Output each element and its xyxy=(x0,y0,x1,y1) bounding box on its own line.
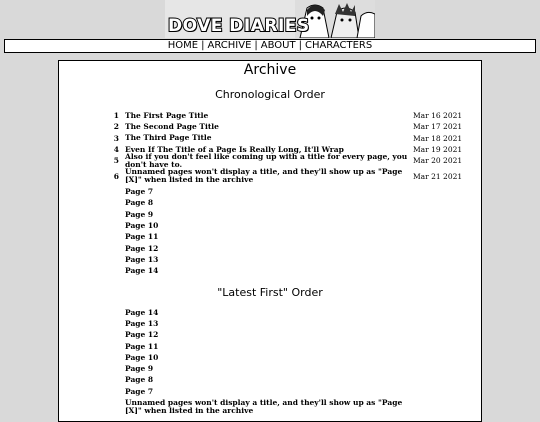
page-link[interactable]: Page 12 xyxy=(125,243,159,253)
archive-row xyxy=(109,307,459,318)
archive-row xyxy=(109,209,459,220)
page-number: 1 xyxy=(113,111,119,121)
page-link[interactable]: The Third Page Title xyxy=(125,133,212,143)
page-link[interactable]: Page 12 xyxy=(125,330,159,340)
archive-row xyxy=(109,166,463,186)
page-number: 3 xyxy=(113,133,119,143)
archive-row xyxy=(109,133,463,144)
page-link[interactable]: Also if you don't feel like coming up with a title for every page, you don't have to. xyxy=(125,151,408,169)
archive-row xyxy=(109,254,459,265)
page-link[interactable]: Unnamed pages won't display a title, and they'll show up as "Page [X]" when listed in the archive xyxy=(125,167,403,185)
nav-separator: | xyxy=(201,40,205,51)
page-link[interactable]: Even If The Title of a Page Is Really Long, It'll Wrap xyxy=(125,144,344,154)
archive-row xyxy=(109,151,463,169)
archive-row xyxy=(109,397,459,417)
page-link[interactable]: Page 8 xyxy=(125,375,154,385)
archive-row xyxy=(109,386,459,397)
nav-separator: | xyxy=(254,40,258,51)
page-link[interactable]: Page 10 xyxy=(125,221,159,231)
nav-characters[interactable]: CHARACTERS xyxy=(304,40,373,51)
archive-row xyxy=(109,266,459,277)
page-date: Mar 18 2021 xyxy=(413,133,463,143)
nav-home[interactable]: HOME xyxy=(167,40,199,51)
page-link[interactable]: Page 11 xyxy=(125,341,159,351)
nav-archive[interactable]: ARCHIVE xyxy=(207,40,252,51)
archive-panel xyxy=(58,60,482,422)
chronological-heading: Chronological Order xyxy=(215,88,325,101)
latest-first-list xyxy=(109,307,459,417)
latest-first-heading: "Latest First" Order xyxy=(217,286,323,299)
page-link[interactable]: The Second Page Title xyxy=(125,121,219,131)
archive-row xyxy=(109,330,459,341)
page-link[interactable]: Page 13 xyxy=(125,318,159,328)
archive-row xyxy=(109,352,459,363)
site-banner xyxy=(165,0,375,38)
page-number: 5 xyxy=(113,156,119,166)
archive-row xyxy=(109,318,459,329)
page-date: Mar 19 2021 xyxy=(413,145,463,155)
page-number: 4 xyxy=(113,145,119,155)
page-link[interactable]: Page 7 xyxy=(125,386,154,396)
main-nav xyxy=(4,39,536,53)
archive-row xyxy=(109,341,459,352)
page-date: Mar 16 2021 xyxy=(413,111,463,121)
page-link[interactable]: Page 9 xyxy=(125,364,154,374)
page-date: Mar 21 2021 xyxy=(413,171,463,181)
archive-row xyxy=(109,121,463,132)
page-number: 6 xyxy=(113,171,119,181)
archive-row xyxy=(109,363,459,374)
page-link[interactable]: Page 9 xyxy=(125,209,154,219)
page-link[interactable]: Page 11 xyxy=(125,232,159,242)
page-title: Archive xyxy=(243,62,297,78)
archive-row xyxy=(109,375,459,386)
archive-row xyxy=(109,110,463,121)
archive-row xyxy=(109,198,459,209)
archive-row xyxy=(109,220,459,231)
page-link[interactable]: Page 14 xyxy=(125,266,159,276)
page-date: Mar 17 2021 xyxy=(413,122,463,132)
page-link[interactable]: Page 14 xyxy=(125,307,159,317)
chronological-list xyxy=(109,110,463,277)
page-link[interactable]: Page 7 xyxy=(125,187,154,197)
page-link[interactable]: Unnamed pages won't display a title, and they'll show up as "Page [X]" when listed in the archive xyxy=(125,398,403,416)
archive-row xyxy=(109,232,459,243)
archive-row xyxy=(109,243,459,254)
site-logo-title[interactable]: DOVE DIARIES xyxy=(168,16,310,36)
page-link[interactable]: Page 10 xyxy=(125,352,159,362)
archive-row xyxy=(109,186,459,197)
page-link[interactable]: Page 8 xyxy=(125,198,154,208)
nav-about[interactable]: ABOUT xyxy=(260,40,296,51)
page-number: 2 xyxy=(113,122,119,132)
page-date: Mar 20 2021 xyxy=(413,156,463,166)
page-link[interactable]: Page 13 xyxy=(125,254,159,264)
nav-separator: | xyxy=(298,40,302,51)
page-link[interactable]: The First Page Title xyxy=(125,110,209,120)
